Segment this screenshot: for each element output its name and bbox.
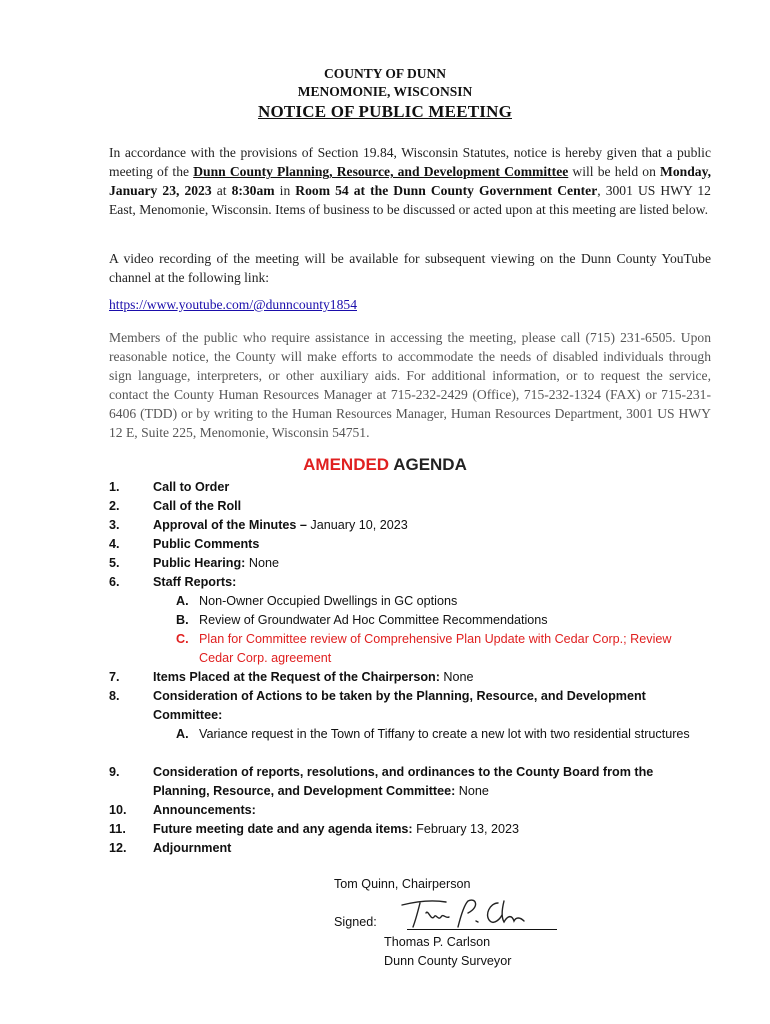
sub-item: Variance request in the Town of Tiffany to create a new lot with two residential structures [199,727,690,741]
agenda-item: Items Placed at the Request of the Chairperson: None [153,670,474,684]
agenda-item: Consideration of reports, resolutions, and ordinances to the County Board from the Planning, Resource, and Development Committee: None [153,765,654,798]
agenda-item: Approval of the Minutes – January 10, 2023 [153,518,408,532]
meeting-room: Room 54 at the Dunn County Government Center [295,183,598,198]
signature-line [407,929,557,930]
agenda-item: Future meeting date and any agenda items: February 13, 2023 [153,822,520,836]
handwritten-signature [398,895,528,931]
sub-item-letter: A. [176,727,189,741]
agenda-item-number: 8. [109,689,120,703]
agenda-title: AMENDED AGENDA [303,455,467,474]
sub-item-letter: A. [176,594,189,608]
agenda-item-number: 6. [109,575,120,589]
agenda-item-number: 3. [109,518,120,532]
amended-sub-item: Plan for Committee review of Comprehensive Plan Update with Cedar Corp.; Review Cedar Corp. agreement [199,632,672,665]
sub-item: Review of Groundwater Ad Hoc Committee Recommendations [199,613,548,627]
signer-name: Thomas P. Carlson [384,935,491,949]
agenda-item-number: 7. [109,670,120,684]
meeting-time: 8:30am [231,183,275,198]
agenda-item: Adjournment [153,841,232,855]
amended-label: AMENDED [303,455,390,474]
agenda-item-number: 9. [109,765,120,779]
county-location: MENOMONIE, WISCONSIN [297,84,473,99]
agenda-item: Consideration of Actions to be taken by the Planning, Resource, and Development Committee: [153,689,646,722]
agenda-item-number: 11. [109,822,126,836]
agenda-item-number: 10. [109,803,127,817]
sub-item-letter: C. [176,632,189,646]
signed-label: Signed: [334,915,377,929]
sub-item-letter: B. [176,613,189,627]
agenda-item: Public Hearing: None [153,556,279,570]
agenda-item: Call of the Roll [153,499,242,513]
meeting-date: Monday, January 23, 2023 [109,164,712,198]
agenda-item: Public Comments [153,537,260,551]
sub-item: Non-Owner Occupied Dwellings in GC options [199,594,458,608]
agenda-item: Staff Reports: [153,575,237,589]
agenda-item: Announcements: [153,803,256,817]
page-title: NOTICE OF PUBLIC MEETING [257,102,512,121]
agenda-item-number: 12. [109,841,127,855]
accessibility-paragraph: Members of the public who require assistance in accessing the meeting, please call (715) 231-6505. Upon reasonable notice, the County will make efforts to accommodate the needs of disabled individuals through sign language, interpreters, or other auxiliary aids. For additional information, or to request the service, contact the County Human Resources Manager at 715-232-2429 (Office), 715-232-1324 (FAX) or 715-231-6406 (TDD) or by writing to the Human Resources Manager, Human Resources Department, 3001 US HWY 12 E, Suite 225, Menomonie, Wisconsin 54751. [109,330,711,440]
youtube-link[interactable]: https://www.youtube.com/@dunncounty1854 [109,297,357,312]
video-paragraph: A video recording of the meeting will be available for subsequent viewing on the Dunn County YouTube channel at the following link: [109,251,711,285]
agenda-item-number: 4. [109,537,120,551]
agenda-item-number: 2. [109,499,120,513]
intro-paragraph: In accordance with the provisions of Section 19.84, Wisconsin Statutes, notice is hereby given that a public meeting of the Dunn County Planning, Resource, and Development Committee will be held on Monday, January 23, 2023 at 8:30am in Room 54 at the Dunn County Government Center, 3001 US HWY 12 East, Menomonie, Wisconsin. Items of business to be discussed or acted upon at this meeting are listed below. [109,145,712,217]
agenda-item-number: 5. [109,556,120,570]
chairperson-name: Tom Quinn, Chairperson [334,877,471,891]
agenda-item: Call to Order [153,480,230,494]
agenda-item-number: 1. [109,480,120,494]
committee-name: Dunn County Planning, Resource, and Development Committee [193,164,569,179]
signer-role: Dunn County Surveyor [384,954,512,968]
county-name: COUNTY OF DUNN [324,66,446,81]
